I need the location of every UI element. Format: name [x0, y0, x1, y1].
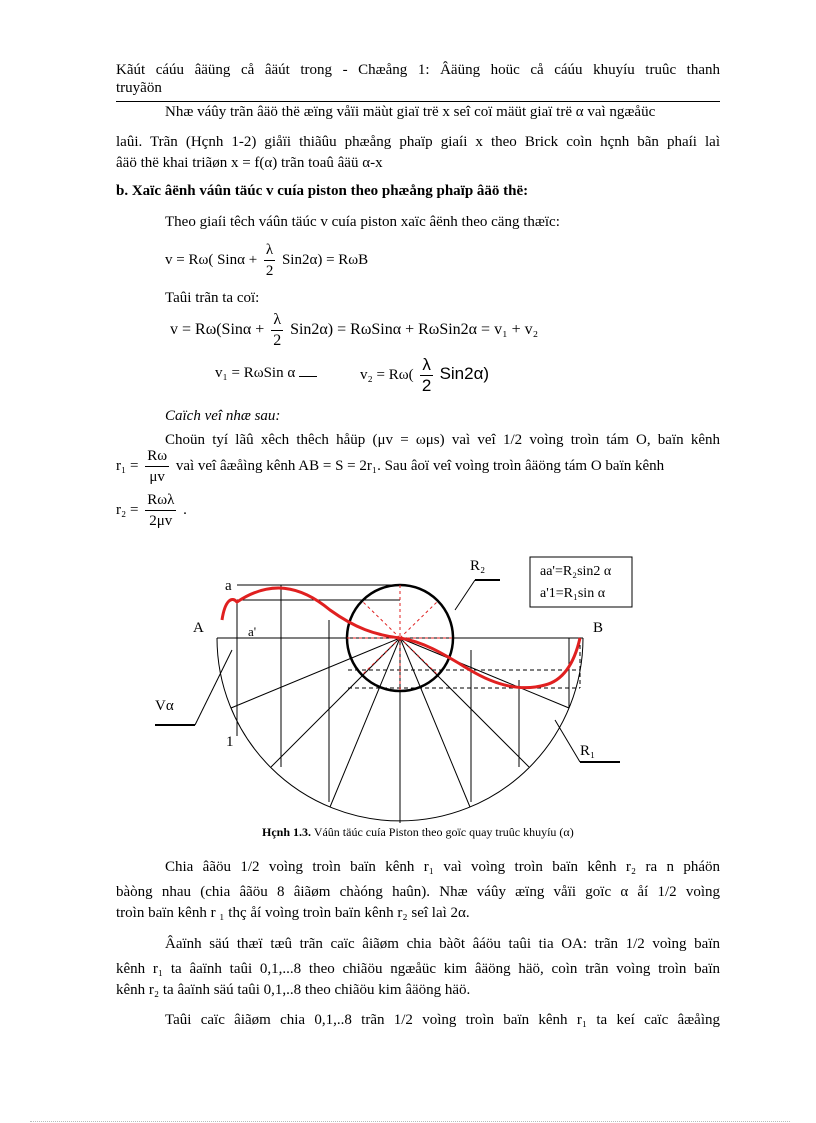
legend-line1: aa'=R₂sin2 α	[540, 564, 612, 579]
para1-line1: Nhæ váûy trãn âäö thë æïng våïi mäùt giaï trë x seî coï mäüt giaï trë α vaì ngæåüc	[165, 104, 656, 120]
legend-line2: a'1=R₁sin α	[540, 586, 606, 601]
para4-line1: Âaïnh säú thæï tæû trãn caïc âiãøm chia bàõt âáöu taûi tia OA: trãn 1/2 voìng baïn	[165, 936, 720, 952]
vertical-lines	[237, 585, 569, 802]
para1-line2: laûi. Trãn (Hçnh 1-2) giåïi thiãûu phæång phaïp giaíi x theo Brick coìn hçnh bãn phaíi laì	[116, 134, 720, 150]
label-a-prime: a'	[248, 624, 257, 639]
method-line1: Choün tyí lãû xêch thêch håüp (μv = ωμs) vaì veî 1/2 voìng troìn tám O, baïn kênh	[165, 432, 720, 448]
method-line3: r₂ = $\frac{\text{Rωλ}}{2\mu v}$ .	[116, 492, 187, 529]
label-v-alpha: Vα	[155, 698, 174, 714]
para4-line2: kênh r₁ ta âaïnh taûi 0,1,...8 theo chiãöu ngæåüc kim âäöng häö, coìn trãn voìng troìn baïn	[116, 961, 720, 977]
para5-line1: Taûi caïc âiãøm chia 0,1,..8 trãn 1/2 voìng troìn baïn kênh r₁ ta keí caïc âæåìng	[165, 1012, 720, 1028]
piston-velocity-diagram	[0, 540, 816, 830]
label-A: A	[193, 620, 204, 636]
label-a: a	[225, 578, 232, 594]
para4-line3: kênh r₂ ta âaïnh säú taûi 0,1,..8 theo chiãöu kim âäöng häö.	[116, 982, 471, 998]
tai-tren-line: Taûi trãn ta coï:	[165, 290, 260, 306]
velocity-equation-v1: v₁ = RωSin α	[215, 365, 317, 382]
para3-line3: troìn baïn kênh r ₁ thç åí voìng troìn baïn kênh r₂ seî laì 2α.	[116, 905, 470, 921]
label-B: B	[593, 620, 604, 636]
label-1: 1	[226, 734, 234, 750]
velocity-equation-1: v = Rω( Sinα + $\frac{\lambda}{2}$ Sin2α) = RωB	[165, 242, 369, 279]
section-b-title: b. Xaïc âënh váûn täúc v cuía piston theo phæång phaïp âäö thë:	[116, 183, 529, 199]
velocity-equation-2: v = Rω(Sinα + $\frac{\lambda}{2}$ Sin2α) = RωSinα + RωSin2α = v₁ + v₂	[170, 311, 539, 349]
label-r1: R₁	[580, 743, 596, 759]
para1-line3: âäö thë khai triãøn x = f(α) trãn toaû âäü α-x	[116, 155, 383, 171]
velocity-equation-v2: v₂ = Rω( $\frac{\lambda}{2}$ Sin2α)	[360, 355, 490, 395]
running-header-line1: Kãút cáúu âäüng cå âäút trong - Chæång 1: Âäüng hoüc cå cáúu khuyíu truûc thanh	[116, 62, 720, 78]
figure-caption: Hçnh 1.3. Váûn täúc cuía Piston theo goïc quay truûc khuyíu (α)	[262, 825, 574, 839]
label-r2: R₂	[470, 558, 486, 574]
header-rule	[116, 101, 720, 102]
method-title: Caïch veî nhæ sau:	[165, 408, 281, 424]
footer-rule	[30, 1121, 790, 1122]
para3-line1: Chia âãöu 1/2 voìng troìn baïn kênh r₁ vaì voìng troìn baïn kênh r₂ ra n pháön	[165, 859, 720, 875]
alpha-symbol: α	[575, 104, 584, 120]
velocity-intro: Theo giaíi têch váûn täúc v cuía piston xaïc âënh theo cäng thæïc:	[165, 214, 560, 230]
running-header-line2: truyãön	[116, 80, 162, 96]
para3-line2: bàòng nhau (chia âãöu 8 âiãøm chàóng haûn). Nhæ váûy æïng våïi goïc α åí 1/2 voìng	[116, 884, 720, 900]
method-line2: r₁ = $\frac{R\omega}{\mu v}$ vaì veî âæåìng kênh AB = S = 2r₁. Sau âoï veî voìng troìn âäöng tám O baïn kênh	[116, 448, 665, 485]
